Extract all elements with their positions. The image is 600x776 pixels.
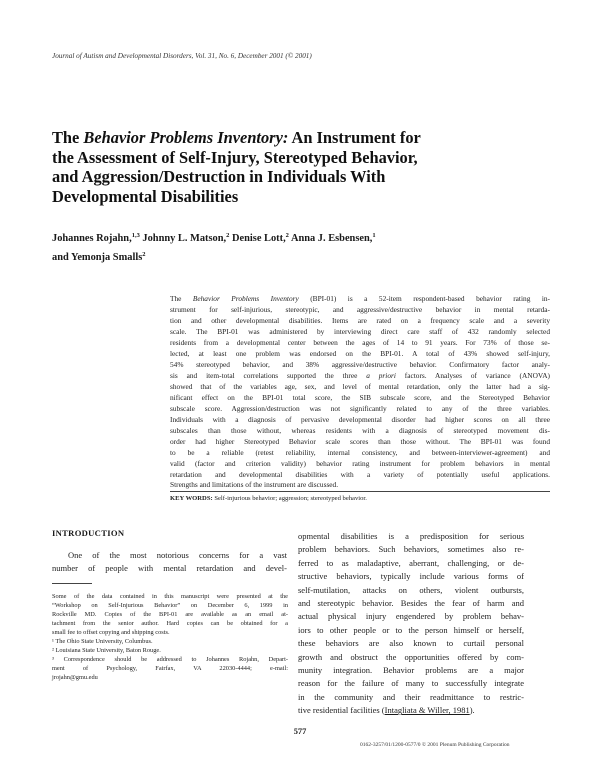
abstract-line — [170, 294, 550, 305]
section-heading-introduction: INTRODUCTION — [52, 528, 125, 538]
abstract-line: subscale score. Aggression/destruction was not significantly related to any of the three variables. — [170, 403, 550, 413]
abstract-line — [170, 371, 550, 382]
body-line: number of people with mental retardation and devel- — [52, 563, 287, 574]
author-name: Johannes Rojahn, — [52, 233, 132, 244]
body-line: growth and obstruct the opportunities offered by com- — [298, 651, 524, 662]
author-name: Johnny L. Matson, — [139, 233, 227, 244]
body-line: self-mutilation, attacks on others, violent outbursts, — [298, 584, 524, 595]
body-line: actual physical injury engendered by problem behav- — [298, 611, 524, 622]
title-line-1 — [52, 128, 552, 148]
body-text: ). — [469, 705, 475, 716]
body-line: and stereotypic behavior. Besides the fear of harm and — [298, 598, 524, 609]
footnote-line: Rockville MD. Copies of the BPI-01 are available as an email at- — [52, 611, 288, 619]
body-line: opmental disabilities is a predisposition for serious — [298, 531, 524, 541]
article-title — [52, 128, 552, 206]
footnote-email: jrojahn@gmu.edu — [52, 674, 98, 682]
abstract-text: (BPI-01) is a 52-item respondent-based behavior rating in- — [298, 294, 550, 303]
abstract-line: strument for self-injurious, stereotypic, and aggressive/destructive behavior in mental retarda- — [170, 304, 550, 314]
abstract-line: lected, at least one problem was endorsed on the BPI-01. A total of 43% showed self-injury, — [170, 348, 550, 358]
abstract-text: The — [170, 294, 193, 303]
body-line: One of the most notorious concerns for a vast — [68, 550, 287, 560]
authors-line-1 — [52, 228, 376, 247]
keywords-label: KEY WORDS: — [170, 495, 213, 502]
title-line-4: Developmental Disabilities — [52, 186, 239, 206]
running-head: Journal of Autism and Developmental Disorders, Vol. 31, No. 6, December 2001 (© 2001) — [52, 52, 312, 60]
abstract-line: to be a reliable (retest reliability, internal consistency, and between-interviewer-agreement) and — [170, 447, 550, 457]
body-line: ferred to as maladaptive, aberrant, challenging, or de- — [298, 557, 524, 568]
footnote-line: tachment from the senior author. Hard copies can be obtained for a — [52, 620, 288, 628]
body-line: problem behaviors. Such behaviors, sometimes also re- — [298, 544, 524, 555]
abstract-line: valid (factor and criterion validity) behavior rating instrument for problem behaviors in mental — [170, 458, 550, 468]
body-text: tive residential facilities ( — [298, 705, 385, 716]
author-affiliation: 1 — [372, 232, 376, 239]
body-line: structive behaviors, typically include various forms of — [298, 571, 524, 582]
author-affiliation: 2 — [142, 250, 146, 258]
abstract-line: residents from a developmental center between the ages of 14 to 91 years. For 73% of those se- — [170, 337, 550, 347]
footnote-line: “Workshop on Self-Injurious Behavior” on December 6, 1999 in — [52, 602, 288, 610]
keywords — [170, 495, 367, 502]
abstract-text: sis and item-total correlations supported the three — [170, 370, 367, 380]
footnote-line: ³ Correspondence should be addressed to Johannes Rojahn, Depart- — [52, 656, 288, 664]
title-rest: An Instrument for — [288, 128, 421, 147]
abstract-line: 54% stereotyped behavior, and 38% aggressive/destructive behavior. Confirmatory factor analy- — [170, 359, 550, 369]
footnote-line: ² Louisiana State University, Baton Rouge. — [52, 647, 161, 655]
footnote-line: ¹ The Ohio State University, Columbus. — [52, 638, 153, 646]
body-line: reason for the failure of many to successfully integrate — [298, 678, 524, 689]
keywords-divider — [170, 491, 550, 492]
author-name: and Yemonja Smalls — [52, 251, 143, 263]
body-column-right — [298, 530, 524, 718]
abstract-line: tion and other developmental disabilities. Items are rated on a frequency scale and a severity — [170, 315, 550, 325]
author-affiliation: 1,3 — [131, 232, 140, 239]
abstract-line: subscales than those without, whereas residents with a diagnosis of stereotyped movement dis- — [170, 425, 550, 435]
title-line-2: the Assessment of Self-Injury, Stereotyped Behavior, — [52, 147, 418, 167]
body-line — [298, 704, 524, 717]
author-affiliation: 2 — [226, 232, 230, 239]
footnotes — [52, 592, 288, 682]
abstract-line: retardation and developmental disabilities with a variety of potentially useful applications. — [170, 469, 550, 479]
author-list — [52, 228, 376, 265]
abstract-line: Strengths and limitations of the instrument are discussed. — [170, 480, 339, 490]
abstract-line: scale. The BPI-01 was administered by interviewing direct care staff of 432 randomly selected — [170, 326, 550, 336]
abstract-line: nificant effect on the BPI-01 total score, the SIB subscale score, and the Stereotyped Behavior — [170, 392, 550, 402]
abstract-text: factors. Analyses of variance (ANOVA) — [395, 370, 550, 380]
abstract-line: showed that of the variables age, sex, and level of mental retardation, only the latter had a sig- — [170, 381, 550, 391]
body-column-left — [52, 549, 287, 576]
abstract-line: Individuals with a diagnosis of pervasive developmental disorder had higher scores on all three — [170, 414, 550, 424]
title-lead: The — [52, 128, 84, 147]
page-number: 577 — [293, 727, 307, 736]
footnote-divider — [52, 583, 92, 584]
citation-link[interactable]: Intagliata & Willer, 1981 — [384, 705, 470, 716]
copyright-line: 0162-3257/01/1200-0577/0 © 2001 Plenum Publishing Corporation — [360, 742, 510, 748]
authors-line-2 — [52, 247, 376, 266]
title-italic: Behavior Problems Inventory: — [83, 128, 289, 147]
abstract — [170, 294, 550, 491]
footnote-line: Some of the data contained in this manuscript were presented at the — [52, 593, 288, 600]
body-line: munity integration. Behavior problems are a major — [298, 665, 524, 676]
abstract-italic: Behavior Problems Inventory — [192, 294, 299, 303]
author-affiliation: 2 — [285, 232, 289, 239]
footnote-line: ment of Psychology, Fairfax, VA 22030-4444; e-mail: — [52, 665, 288, 673]
body-line: iors to other people or to the person himself or herself, — [298, 624, 524, 635]
abstract-italic: a priori — [366, 370, 396, 380]
body-line: these behaviors are also known to curtail personal — [298, 638, 524, 649]
author-name: Denise Lott, — [229, 233, 286, 244]
keywords-text: Self-injurious behavior; aggression; stereotyped behavior. — [212, 495, 367, 502]
abstract-line: order had higher Stereotyped Behavior scale scores than those without. The BPI-01 was found — [170, 436, 550, 446]
body-line: in the community and their readmittance to restric- — [298, 691, 524, 702]
author-name: Anna J. Esbensen, — [288, 233, 373, 244]
title-line-3: and Aggression/Destruction in Individuals With — [52, 167, 386, 186]
footnote-line: small fee to offset copying and shipping costs. — [52, 629, 170, 637]
